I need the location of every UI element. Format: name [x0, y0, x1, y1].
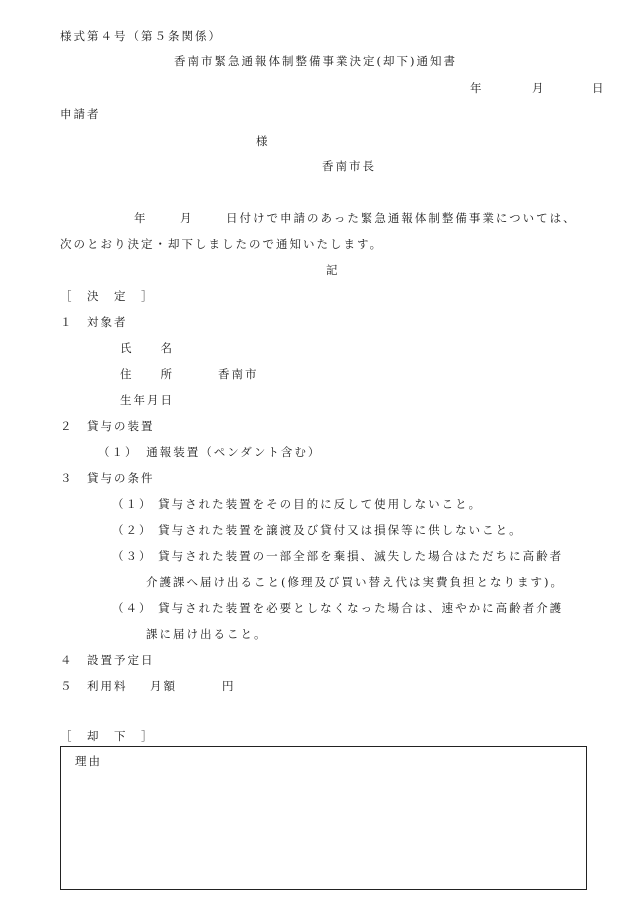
birthdate-label: 生年月日	[120, 393, 174, 407]
section3-heading: ３ 貸与の条件	[60, 471, 155, 485]
honorific: 様	[256, 134, 270, 148]
condition-3-cont: 介護課へ届け出ること(修理及び買い替え代は実費負担となります)。	[146, 575, 564, 589]
section1-heading: １ 対象者	[60, 315, 128, 329]
condition-3: （３） 貸与された装置の一部全部を棄損、滅失した場合はただちに高齢者	[112, 549, 564, 563]
condition-4: （４） 貸与された装置を必要としなくなった場合は、速やかに高齢者介護	[112, 601, 564, 615]
intro-month: 月	[180, 211, 194, 225]
rejection-header: ［ 却 下 ］	[60, 729, 155, 743]
section4-heading: ４ 設置予定日	[60, 653, 155, 667]
device-item-1: （１） 通報装置（ペンダント含む）	[98, 445, 322, 459]
applicant-label: 申請者	[60, 107, 101, 121]
section5-heading: ５ 利用料	[60, 679, 128, 693]
date-day: 日	[592, 81, 606, 95]
issuer: 香南市長	[322, 159, 376, 173]
form-number: 様式第４号（第５条関係）	[60, 29, 222, 43]
intro-year: 年	[134, 211, 148, 225]
name-label: 氏 名	[120, 341, 174, 355]
section2-heading: ２ 貸与の装置	[60, 419, 155, 433]
condition-1: （１） 貸与された装置をその目的に反して使用しないこと。	[112, 497, 483, 511]
yen-unit: 円	[222, 679, 236, 693]
address-label: 住 所	[120, 367, 174, 381]
reason-box	[60, 746, 587, 890]
condition-2: （２） 貸与された装置を譲渡及び貸付又は損保等に供しないこと。	[112, 523, 523, 537]
decision-header: ［ 決 定 ］	[60, 289, 155, 303]
address-value: 香南市	[218, 367, 259, 381]
ki-heading: 記	[326, 263, 340, 277]
date-year: 年	[470, 81, 484, 95]
monthly-fee-label: 月額	[150, 679, 177, 693]
intro-text-2: 次のとおり決定・却下しましたので通知いたします。	[60, 237, 384, 251]
document-title: 香南市緊急通報体制整備事業決定(却下)通知書	[174, 54, 457, 68]
condition-4-cont: 課に届け出ること。	[146, 627, 268, 641]
date-month: 月	[532, 81, 546, 95]
reason-label: 理由	[75, 754, 102, 768]
intro-text: 日付けで申請のあった緊急通報体制整備事業については、	[226, 211, 577, 225]
